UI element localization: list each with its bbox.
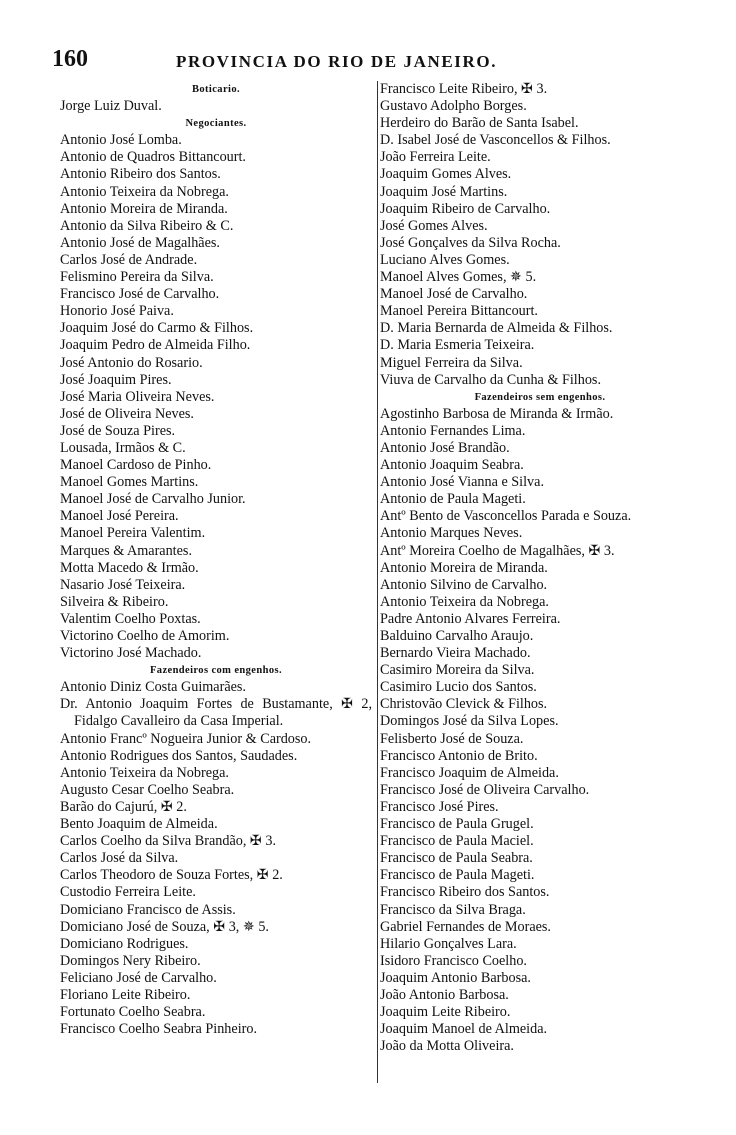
- directory-entry: Antonio Joaquim Seabra.: [380, 457, 524, 474]
- section-heading-negociantes: Negociantes.: [185, 118, 247, 130]
- directory-entry: Joaquim Manoel de Almeida.: [380, 1021, 548, 1038]
- directory-entry: Antonio Teixeira da Nobrega.: [60, 764, 229, 781]
- directory-entry: Antonio de Paula Mageti.: [380, 491, 526, 508]
- directory-entry: Miguel Ferreira da Silva.: [380, 354, 523, 371]
- directory-entry: Floriano Leite Ribeiro.: [60, 986, 191, 1003]
- directory-entry: Domingos José da Silva Lopes.: [380, 713, 559, 730]
- directory-entry: Antonio Moreira de Miranda.: [60, 200, 228, 217]
- directory-entry: Domiciano José de Souza, ✠ 3, ✵ 5.: [60, 918, 269, 935]
- directory-entry: Francisco José Pires.: [380, 798, 499, 815]
- directory-entry: João Ferreira Leite.: [380, 149, 491, 166]
- directory-entry: Carlos Coelho da Silva Brandão, ✠ 3.: [60, 833, 276, 850]
- directory-entry: Christovão Clevick & Filhos.: [380, 696, 548, 713]
- directory-entry: João Antonio Barbosa.: [380, 986, 509, 1003]
- directory-entry: Felismino Pereira da Silva.: [60, 269, 214, 286]
- directory-entry: Padre Antonio Alvares Ferreira.: [380, 610, 561, 627]
- directory-entry: Antonio Ribeiro dos Santos.: [60, 166, 221, 183]
- directory-entry: Carlos Theodoro de Souza Fortes, ✠ 2.: [60, 867, 283, 884]
- right-column: [377, 81, 700, 1083]
- directory-entry: Francisco Ribeiro dos Santos.: [380, 884, 550, 901]
- directory-entry: Francisco Leite Ribeiro, ✠ 3.: [380, 81, 548, 97]
- directory-entry: Francisco de Paula Mageti.: [380, 867, 535, 884]
- directory-entry: José de Souza Pires.: [60, 422, 176, 439]
- directory-entry: Jorge Luiz Duval.: [60, 98, 162, 115]
- directory-entry: Motta Macedo & Irmão.: [60, 559, 199, 576]
- directory-entry: Joaquim Ribeiro de Carvalho.: [380, 200, 551, 217]
- directory-entry: Casimiro Lucio dos Santos.: [380, 679, 537, 696]
- section-heading-fazendeiros-sem-engenhos: Fazendeiros sem engenhos.: [474, 391, 606, 403]
- directory-entry: Manoel José Pereira.: [60, 508, 179, 525]
- directory-entry: Antonio Francº Nogueira Junior & Cardoso.: [60, 730, 312, 747]
- directory-entry: Luciano Alves Gomes.: [380, 251, 510, 268]
- directory-entry: Marques & Amarantes.: [60, 542, 192, 559]
- directory-entry: Gustavo Adolpho Borges.: [380, 98, 527, 115]
- directory-entry: Francisco de Paula Maciel.: [380, 833, 534, 850]
- directory-entry: Manoel Pereira Bittancourt.: [380, 303, 538, 320]
- directory-entry: Francisco de Paula Grugel.: [380, 816, 534, 833]
- directory-entry: Antonio José Lomba.: [60, 132, 182, 149]
- directory-entry: Feliciano José de Carvalho.: [60, 969, 217, 986]
- section-heading-fazendeiros-com-engenhos: Fazendeiros com engenhos.: [149, 665, 282, 677]
- page-number: 160: [52, 46, 88, 72]
- directory-entry: Antonio Marques Neves.: [380, 525, 523, 542]
- directory-entry: José de Oliveira Neves.: [60, 405, 194, 422]
- directory-entry: Joaquim Pedro de Almeida Filho.: [60, 337, 251, 354]
- directory-entry: Carlos José da Silva.: [60, 850, 179, 867]
- directory-entry: Viuva de Carvalho da Cunha & Filhos.: [380, 371, 601, 388]
- directory-entry: Antonio José de Magalhães.: [60, 234, 220, 251]
- directory-entry: Lousada, Irmãos & C.: [60, 439, 186, 456]
- page-title: PROVINCIA DO RIO DE JANEIRO.: [176, 52, 498, 71]
- directory-entry: Antonio Moreira de Miranda.: [380, 559, 548, 576]
- directory-entry: Augusto Cesar Coelho Seabra.: [60, 781, 235, 798]
- directory-entry: Manoel Cardoso de Pinho.: [60, 457, 212, 474]
- directory-entry: Joaquim José Martins.: [380, 183, 508, 200]
- directory-entry: Bento Joaquim de Almeida.: [60, 816, 218, 833]
- directory-entry: Dr. Antonio Joaquim Fortes de Bustamante, ✠ 2, Fidalgo Cavalleiro da Casa Imperial.: [60, 696, 372, 730]
- directory-entry: Antonio Diniz Costa Guimarães.: [60, 679, 246, 696]
- directory-entry: Casimiro Moreira da Silva.: [380, 662, 535, 679]
- directory-entry: Valentim Coelho Poxtas.: [60, 610, 201, 627]
- directory-entry: Manoel Pereira Valentim.: [60, 525, 206, 542]
- directory-entry: Victorino José Machado.: [60, 645, 202, 662]
- directory-entry: José Gomes Alves.: [380, 217, 488, 234]
- directory-entry: José Gonçalves da Silva Rocha.: [380, 234, 561, 251]
- directory-entry: Felisberto José de Souza.: [380, 730, 524, 747]
- directory-entry: José Antonio do Rosario.: [60, 354, 203, 371]
- directory-entry: D. Maria Bernarda de Almeida & Filhos.: [380, 320, 613, 337]
- directory-entry: Fortunato Coelho Seabra.: [60, 1004, 206, 1021]
- directory-entry: Bernardo Vieira Machado.: [380, 645, 531, 662]
- directory-entry: Agostinho Barbosa de Miranda & Irmão.: [380, 405, 614, 422]
- directory-entry: Antonio Teixeira da Nobrega.: [380, 593, 549, 610]
- directory-entry: Custodio Ferreira Leite.: [60, 884, 196, 901]
- directory-entry: Antonio de Quadros Bittancourt.: [60, 149, 246, 166]
- directory-entry: Francisco Coelho Seabra Pinheiro.: [60, 1021, 258, 1038]
- directory-entry: Antonio Teixeira da Nobrega.: [60, 183, 229, 200]
- directory-entry: Francisco José de Carvalho.: [60, 286, 220, 303]
- directory-entry: Balduino Carvalho Araujo.: [380, 628, 534, 644]
- directory-entry: Honorio José Paiva.: [60, 303, 174, 320]
- directory-entry: Barão do Cajurú, ✠ 2.: [60, 798, 187, 815]
- directory-entry: Carlos José de Andrade.: [60, 251, 198, 268]
- directory-entry: Antonio Rodrigues dos Santos, Saudades.: [60, 747, 298, 764]
- directory-entry: João da Motta Oliveira.: [380, 1038, 514, 1055]
- directory-entry: Manoel José de Carvalho Junior.: [60, 491, 246, 508]
- directory-entry: Joaquim Antonio Barbosa.: [380, 969, 531, 986]
- directory-entry: Herdeiro do Barão de Santa Isabel.: [380, 115, 579, 132]
- directory-entry: Antº Moreira Coelho de Magalhães, ✠ 3.: [380, 542, 615, 559]
- directory-entry: Francisco Joaquim de Almeida.: [380, 764, 559, 781]
- section-heading-boticario: Boticario.: [191, 84, 241, 95]
- page-header: [52, 44, 712, 84]
- directory-entry: Manoel Gomes Martins.: [60, 474, 199, 491]
- directory-entry: Manoel José de Carvalho.: [380, 286, 528, 303]
- directory-entry: Joaquim José do Carmo & Filhos.: [60, 320, 254, 337]
- directory-entry: Francisco de Paula Seabra.: [380, 850, 533, 867]
- directory-entry: José Maria Oliveira Neves.: [60, 388, 215, 405]
- directory-entry: Antonio da Silva Ribeiro & C.: [60, 217, 234, 234]
- directory-entry: Isidoro Francisco Coelho.: [380, 952, 527, 969]
- directory-entry: Silveira & Ribeiro.: [60, 593, 169, 610]
- directory-entry: Domingos Nery Ribeiro.: [60, 952, 201, 969]
- directory-entry: Francisco Antonio de Brito.: [380, 747, 538, 764]
- directory-entry: Francisco da Silva Braga.: [380, 901, 526, 918]
- directory-entry: Antonio Fernandes Lima.: [380, 422, 526, 439]
- directory-entry: Francisco José de Oliveira Carvalho.: [380, 781, 590, 798]
- directory-entry: Antonio Silvino de Carvalho.: [380, 576, 548, 593]
- directory-entry: Joaquim Gomes Alves.: [380, 166, 512, 183]
- left-column: [60, 81, 372, 1038]
- directory-entry: D. Maria Esmeria Teixeira.: [380, 337, 535, 354]
- directory-entry: Manoel Alves Gomes, ✵ 5.: [380, 269, 537, 286]
- directory-entry: Antº Bento de Vasconcellos Parada e Souza.: [380, 508, 632, 525]
- directory-entry: D. Isabel José de Vasconcellos & Filhos.: [380, 132, 611, 149]
- directory-entry: Domiciano Rodrigues.: [60, 935, 189, 952]
- directory-entry: Joaquim Leite Ribeiro.: [380, 1004, 511, 1021]
- directory-entry: Gabriel Fernandes de Moraes.: [380, 918, 551, 935]
- directory-entry: Antonio José Brandão.: [380, 439, 510, 456]
- directory-entry: Hilario Gonçalves Lara.: [380, 935, 517, 952]
- directory-entry: Antonio José Vianna e Silva.: [380, 474, 544, 491]
- directory-entry: Nasario José Teixeira.: [60, 576, 186, 593]
- directory-entry: Domiciano Francisco de Assis.: [60, 901, 236, 918]
- directory-entry: José Joaquim Pires.: [60, 371, 172, 388]
- directory-entry: Victorino Coelho de Amorim.: [60, 628, 230, 644]
